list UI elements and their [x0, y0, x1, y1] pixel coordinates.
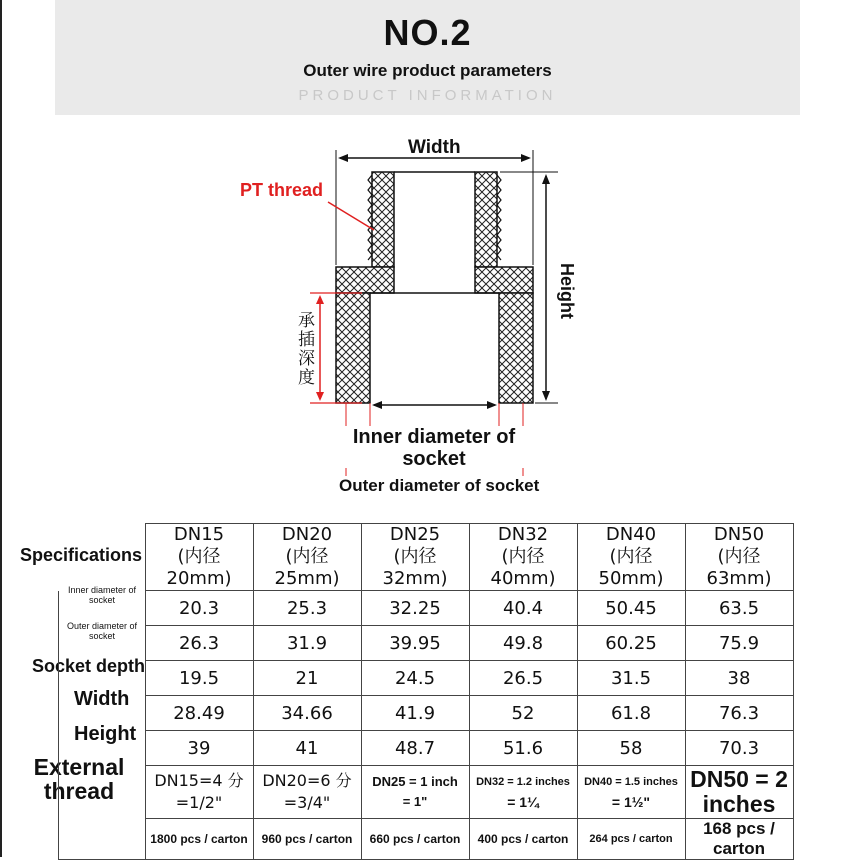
thread-cell-dn40: DN40 = 1.5 inches = 1½": [577, 766, 685, 819]
thread-cell-dn32: DN32 = 1.2 inches = 1¼: [469, 766, 577, 819]
table-cell: 20.3: [145, 591, 253, 626]
table-cell: 41: [253, 731, 361, 766]
table-cell: 51.6: [469, 731, 577, 766]
row-label-specifications: Specifications: [20, 545, 143, 565]
table-cell: 28.49: [145, 696, 253, 731]
row-label-socket-depth: Socket depth: [32, 656, 146, 676]
spec-cell-dn15: DN15 (内径20mm): [145, 524, 253, 591]
header-number: NO.2: [383, 12, 472, 53]
table-row-external-thread: [59, 766, 794, 819]
table-cell: 50.45: [577, 591, 685, 626]
shoulder-left: [336, 267, 394, 293]
table-cell: 26.5: [469, 661, 577, 696]
table-cell: 48.7: [361, 731, 469, 766]
thread-wall-left: [372, 172, 394, 267]
table-cell: 34.66: [253, 696, 361, 731]
inner-diameter-line2: socket: [402, 448, 466, 470]
table-cell: 31.9: [253, 626, 361, 661]
table-cell: 39.95: [361, 626, 469, 661]
table-row-socket-depth: [59, 661, 794, 696]
thread-cell-dn50: DN50 = 2 inches: [685, 766, 793, 819]
thread-cell-dn15: DN15=4 分 =1/2": [145, 766, 253, 819]
table-cell: 400 pcs / carton: [469, 819, 577, 860]
row-label-inner-diameter: Inner diameter of socket: [67, 585, 137, 605]
table-cell: 25.3: [253, 591, 361, 626]
spec-cell-dn50: DN50 (内径63mm): [685, 524, 793, 591]
row-label-width: Width: [74, 688, 130, 710]
table-cell: 41.9: [361, 696, 469, 731]
table-cell: 19.5: [145, 661, 253, 696]
table-cell: 63.5: [685, 591, 793, 626]
shoulder-right: [475, 267, 533, 293]
row-label-height: Height: [74, 723, 137, 745]
table-row-height: [59, 731, 794, 766]
height-label: Height: [557, 263, 577, 319]
table-cell: 264 pcs / carton: [577, 819, 685, 860]
outer-diameter-label: Outer diameter of socket: [339, 476, 540, 495]
table-cell: 960 pcs / carton: [253, 819, 361, 860]
row-label-outer-diameter: Outer diameter of socket: [66, 621, 138, 641]
table-cell: 31.5: [577, 661, 685, 696]
width-label: Width: [408, 137, 461, 158]
table-cell: 76.3: [685, 696, 793, 731]
table-row-inner-diameter: [59, 591, 794, 626]
row-label-external-thread: External thread: [33, 754, 125, 804]
table-cell: 58: [577, 731, 685, 766]
socket-wall-left: [336, 293, 370, 403]
table-cell: 49.8: [469, 626, 577, 661]
thread-cell-dn20: DN20=6 分 =3/4": [253, 766, 361, 819]
socket-depth-cn-label: 承插深度: [298, 311, 315, 388]
table-row-packing: [59, 819, 794, 860]
spec-cell-dn32: DN32 (内径40mm): [469, 524, 577, 591]
header-subtitle: Outer wire product parameters: [303, 61, 552, 80]
table-cell: 38: [685, 661, 793, 696]
table-row-width: [59, 696, 794, 731]
pt-thread-leader: [328, 202, 374, 230]
table-cell: 21: [253, 661, 361, 696]
spec-cell-dn25: DN25 (内径32mm): [361, 524, 469, 591]
header-english: PRODUCT INFORMATION: [298, 87, 557, 104]
table-cell: 1800 pcs / carton: [145, 819, 253, 860]
parameters-table: [58, 523, 794, 860]
spec-cell-dn40: DN40 (内径50mm): [577, 524, 685, 591]
table-cell: 61.8: [577, 696, 685, 731]
table-row-specifications: [59, 524, 794, 591]
thread-wall-right: [475, 172, 497, 267]
thread-cell-dn25: DN25 = 1 inch = 1": [361, 766, 469, 819]
table-cell: 32.25: [361, 591, 469, 626]
table-cell: 660 pcs / carton: [361, 819, 469, 860]
table-cell: 60.25: [577, 626, 685, 661]
inner-diameter-label: [324, 426, 544, 468]
table-row-outer-diameter: [59, 626, 794, 661]
pt-thread-label: PT thread: [240, 180, 324, 200]
spec-cell-dn20: DN20 (内径25mm): [253, 524, 361, 591]
table-cell: 26.3: [145, 626, 253, 661]
table-cell: 70.3: [685, 731, 793, 766]
table-cell: 75.9: [685, 626, 793, 661]
socket-wall-right: [499, 293, 533, 403]
table-cell: 168 pcs / carton: [685, 819, 793, 860]
table-cell: 40.4: [469, 591, 577, 626]
table-cell: 39: [145, 731, 253, 766]
inner-diameter-line1: Inner diameter of: [352, 426, 516, 448]
table-cell: 24.5: [361, 661, 469, 696]
table-cell: 52: [469, 696, 577, 731]
